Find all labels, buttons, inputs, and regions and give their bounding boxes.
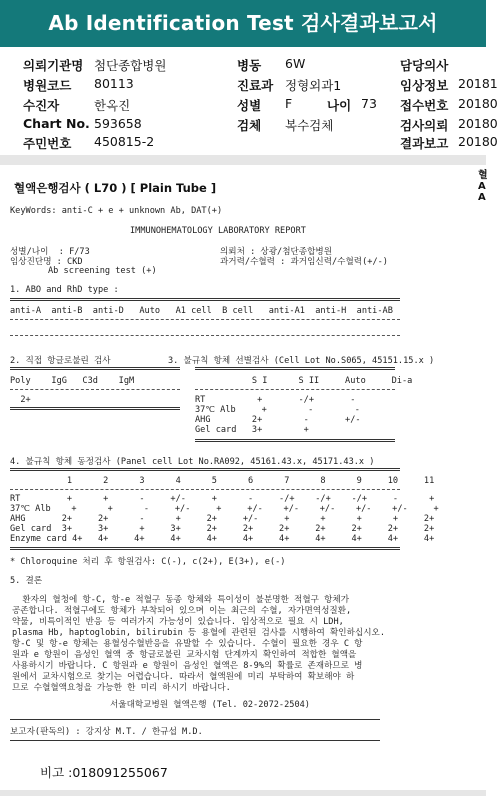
rule xyxy=(10,468,400,471)
sec4-row: RT + + - +/- + - -/+ -/+ -/+ - + xyxy=(10,494,435,504)
sec3-title: 3. 불규칙 항체 선별검사 (Cell Lot No.S065, 45151.15.x ) xyxy=(168,356,435,366)
conclusion-line: 공존합니다. 적혈구에도 항체가 부착되어 있으며 이는 최근의 수혈, 자가면역성질환, xyxy=(12,606,352,616)
rule xyxy=(10,298,400,301)
rule xyxy=(10,335,400,336)
history-line: 과거력/수혈력 : 과거임신력/수혈력(+/-) xyxy=(220,257,388,267)
rrn-value: 450815-2 xyxy=(94,134,155,149)
sec3-row: Gel card 3+ + xyxy=(195,425,309,435)
clin-value: 20181 xyxy=(458,76,498,91)
recv-label: 접수번호 xyxy=(400,98,449,113)
chart-label: Chart No. xyxy=(23,116,90,131)
rule xyxy=(10,740,380,741)
reporter-line: 보고자(판독의) : 강지상 M.T. / 한규섭 M.D. xyxy=(10,727,203,737)
sec4-row: 37℃ Alb + + - +/- + +/- +/- +/- +/- +/- + xyxy=(10,504,439,514)
rule xyxy=(10,719,380,720)
rule xyxy=(10,319,400,320)
recv-value: 20180 xyxy=(458,96,498,111)
scanned-report xyxy=(0,166,476,780)
sec3-columns: S I S II Auto Di-a xyxy=(195,376,413,386)
sex-value: F xyxy=(285,96,293,111)
name-value: 한옥진 xyxy=(94,98,131,113)
name-label: 수진자 xyxy=(23,98,60,113)
sec3-row: AHG 2+ - +/- xyxy=(195,415,361,425)
sec3-row: RT + -/+ - xyxy=(195,395,356,405)
cropped-char: A xyxy=(478,192,486,203)
dept-value: 정형외과1 xyxy=(285,78,342,93)
report-title: Ab Identification Test 검사결과보고서 xyxy=(48,11,438,35)
age-label: 나이 xyxy=(327,98,352,113)
org-label: 의뢰기관명 xyxy=(23,58,84,73)
cropped-char: 혈 xyxy=(478,170,488,181)
cropped-char: A xyxy=(478,181,486,192)
chloroquine-note: * Chloroquine 처리 후 항원검사: C(-), c(2+), E(3+), e(-) xyxy=(10,557,286,567)
diagnosis-line: 임상진단명 : CKD xyxy=(10,257,83,267)
conclusion-line: plasma Hb, haptoglobin, bilirubin 등 용혈에 관련된 검사를 시행하여 확인하십시오. xyxy=(12,628,385,638)
hospcode-label: 병원코드 xyxy=(23,78,72,93)
conclusion-line: 므로 수혈혈액요청을 가능한 한 미리 하시기 바랍니다. xyxy=(12,683,231,693)
rule xyxy=(10,407,180,410)
sec2-columns: Poly IgG C3d IgM xyxy=(10,376,135,386)
age-value: 73 xyxy=(361,96,377,111)
conclusion-line: 항-C 및 항-e 항체는 용혈성수혈반응을 유발할 수 있습니다. 수혈이 필요한 경우 C 항 xyxy=(12,639,363,649)
ward-value: 6W xyxy=(285,56,306,71)
report-header: IMMUNOHEMATOLOGY LABORATORY REPORT xyxy=(130,226,306,236)
sex-label: 성별 xyxy=(237,98,262,113)
bottom-strip xyxy=(0,790,486,796)
sex-age-line: 성별/나이 : F/73 xyxy=(10,247,90,257)
sec4-row: Gel card 3+ 3+ + 3+ 2+ 2+ 2+ 2+ 2+ 2+ 2+ xyxy=(10,524,435,534)
sec2-values: 2+ xyxy=(10,395,31,405)
rule xyxy=(10,547,400,550)
doc-title: 혈액은행검사 ( L70 ) [ Plain Tube ] xyxy=(14,181,217,195)
sec1-columns: anti-A anti-B anti-D Auto A1 cell B cell anti-A1 anti-H anti-AB xyxy=(10,306,393,316)
sec5-title: 5. 결론 xyxy=(10,576,43,586)
dept-label: 진료과 xyxy=(237,78,274,93)
conclusion-line: 사용하시기 바랍니다. C 항원과 e 항원이 음성인 혈액은 8-9%의 확률로 존재하므로 병 xyxy=(12,661,363,671)
rule xyxy=(10,367,180,370)
ward-label: 병동 xyxy=(237,58,262,73)
sec4-title: 4. 불규칙 항체 동정검사 (Panel cell Lot No.RA092, 45161.43.x, 45171.43.x ) xyxy=(10,457,375,467)
conclusion-line: 원과 e 항원이 음성인 혈액 중 항글로불린 교차시험 단계까지 확인하여 적합한 혈액을 xyxy=(12,650,357,660)
report-value: 20180 xyxy=(458,134,498,149)
rule xyxy=(195,389,395,390)
rule xyxy=(195,439,395,442)
org-value: 첨단종합병원 xyxy=(94,58,167,73)
ab-screen-line: Ab screening test (+) xyxy=(48,266,157,276)
sec3-row: 37℃ Alb + - - xyxy=(195,405,360,415)
chart-value: 593658 xyxy=(94,116,142,131)
rrn-label: 주민번호 xyxy=(23,136,72,151)
section-divider xyxy=(0,155,486,165)
keywords: KeyWords: anti-C + e + unknown Ab, DAT(+) xyxy=(10,206,223,216)
doctor-label: 담당의사 xyxy=(400,58,449,73)
report-title-bar xyxy=(0,0,486,47)
conclusion-line: 환자의 혈청에 항-C, 항-e 적혈구 동종 항체와 특이성이 불분명한 적혈구 항체가 xyxy=(12,595,350,605)
rule xyxy=(10,489,400,490)
rule xyxy=(10,389,180,390)
clin-label: 임상정보 xyxy=(400,78,449,93)
req-label: 검사의뢰 xyxy=(400,118,449,133)
hospcode-value: 80113 xyxy=(94,76,134,91)
sec4-row: AHG 2+ 2+ - + 2+ +/- + + + + 2+ xyxy=(10,514,435,524)
rule xyxy=(195,367,395,370)
sec2-title: 2. 직접 항글로불린 검사 xyxy=(10,356,111,366)
specimen-label: 검체 xyxy=(237,118,262,133)
specimen-value: 복수검체 xyxy=(285,118,334,133)
remark: 비고 :018091255067 xyxy=(40,765,168,780)
sec4-columns: 1 2 3 4 5 6 7 8 9 10 11 xyxy=(10,476,435,486)
sec1-title: 1. ABO and RhD type : xyxy=(10,285,119,295)
cropped-adjacent-page xyxy=(478,166,486,266)
conclusion-line: 원에서 교차시험으로 찾기는 어렵습니다. 따라서 혈액원에 미리 부탁하여 확보해야 하 xyxy=(12,672,355,682)
req-value: 20180 xyxy=(458,116,498,131)
requester-line: 의뢰처 : 상광/첨단종합병원 xyxy=(220,247,333,257)
conclusion-line: 약물, 비특이적인 반응 등 여러가지 가능성이 있습니다. 임상적으로 필요 시 LDH, xyxy=(12,617,344,627)
report-label: 결과보고 xyxy=(400,136,449,151)
sec4-row: Enzyme card 4+ 4+ 4+ 4+ 4+ 4+ 4+ 4+ 4+ 4+ 4+ xyxy=(10,534,435,544)
bloodbank-line: 서울대학교병원 혈액은행 (Tel. 02-2072-2504) xyxy=(110,700,310,710)
